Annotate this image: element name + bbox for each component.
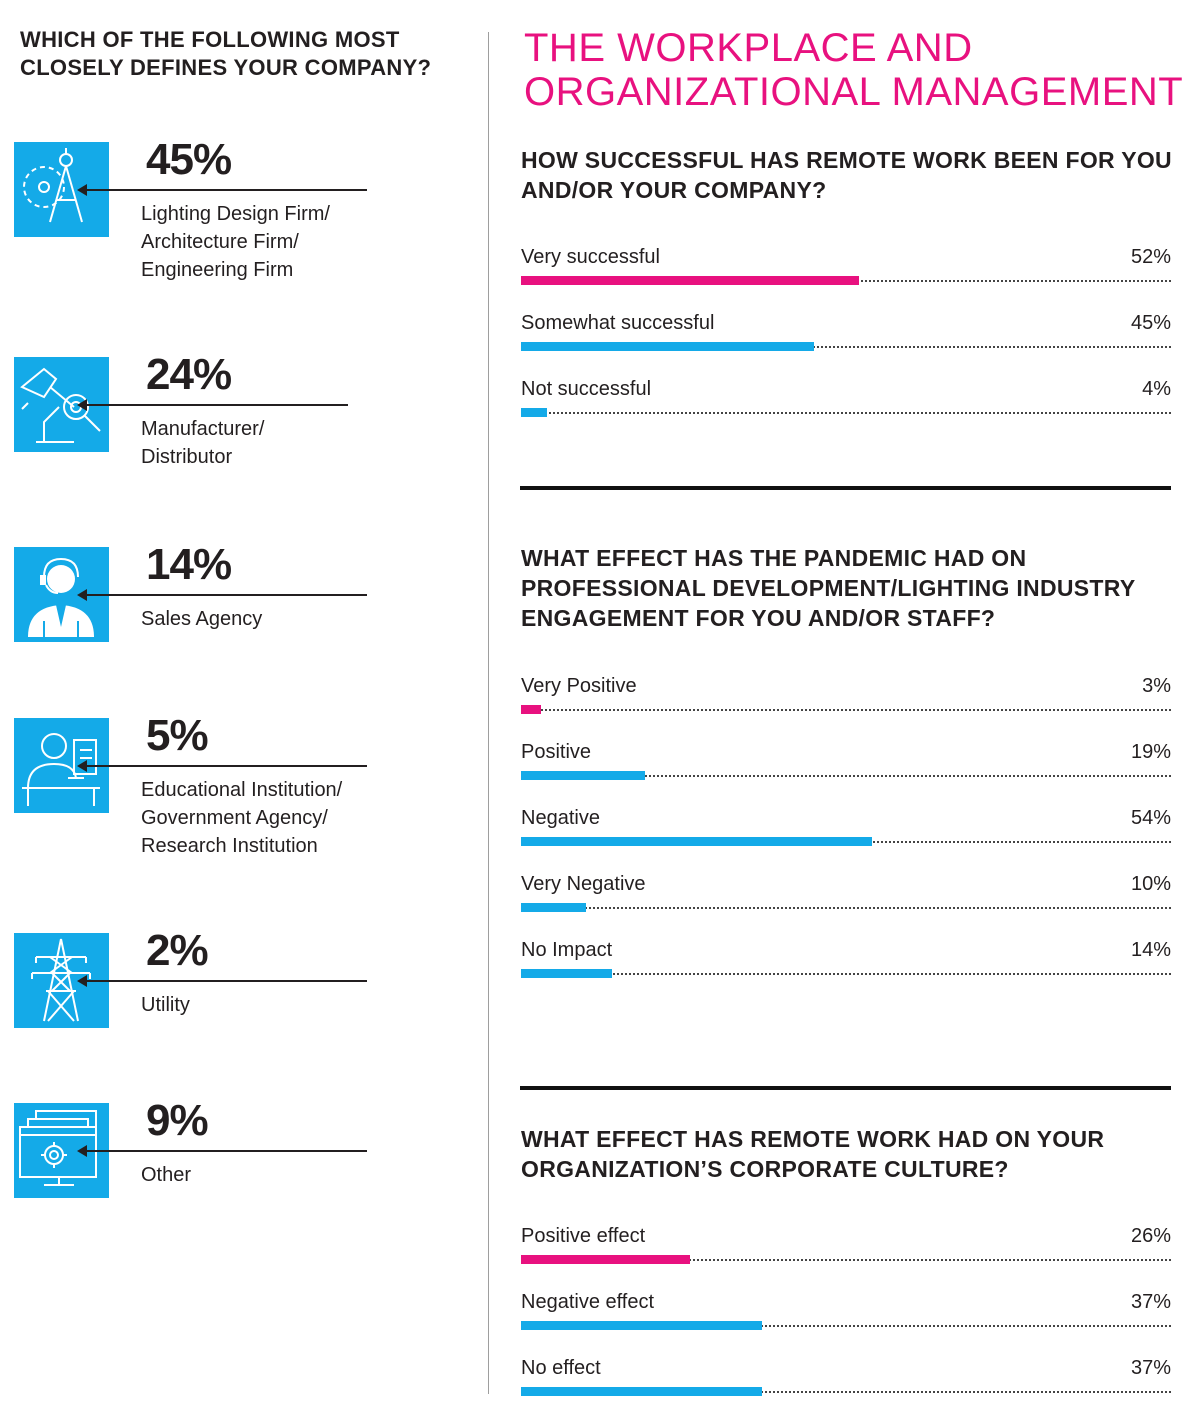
bar-value-label: 19% [1130, 741, 1171, 763]
bar-category-label: Very Negative [521, 873, 646, 895]
arrow-head-icon [77, 399, 87, 411]
bar-category-label: Not successful [521, 378, 652, 400]
column-divider [488, 32, 489, 1394]
leader-line [86, 594, 367, 596]
question-title: HOW SUCCESSFUL HAS REMOTE WORK BEEN FOR YOU AND/OR YOUR COMPANY? [521, 147, 1172, 203]
bar-row [521, 377, 1171, 427]
question-title: WHAT EFFECT HAS REMOTE WORK HAD ON YOUR ORGANIZATION’S CORPORATE CULTURE? [521, 1126, 1105, 1182]
bar-category-label: Negative [521, 807, 600, 829]
bar-row [521, 311, 1171, 361]
bar-row [521, 740, 1171, 790]
arrow-head-icon [77, 184, 87, 196]
bar [521, 408, 547, 417]
company-type-percent: 24% [146, 350, 232, 399]
bar-track [521, 973, 1171, 975]
bar-track [521, 412, 1171, 414]
bar-value-label: 10% [1130, 873, 1171, 895]
bar-value-label: 52% [1130, 246, 1171, 268]
left-section-title: WHICH OF THE FOLLOWING MOST CLOSELY DEFINES YOUR COMPANY? [20, 27, 432, 80]
bar-track [521, 907, 1171, 909]
bar-row [521, 1356, 1171, 1406]
company-type-label: Other [141, 1164, 192, 1186]
company-type-item [0, 350, 480, 557]
bar-value-label: 37% [1130, 1291, 1171, 1313]
bar-row [521, 872, 1171, 922]
bar [521, 1387, 762, 1396]
bar [521, 1255, 690, 1264]
company-type-label: Utility [141, 994, 190, 1016]
bar [521, 771, 645, 780]
company-type-percent: 2% [146, 926, 208, 975]
bar-category-label: Positive effect [521, 1225, 646, 1247]
company-type-percent: 45% [146, 135, 232, 184]
bar-row [521, 674, 1171, 724]
company-type-label: Manufacturer/ Distributor [141, 418, 265, 468]
bar-value-label: 14% [1130, 939, 1171, 961]
bar-category-label: Positive [521, 741, 592, 763]
bar-value-label: 3% [1142, 675, 1171, 697]
bar-category-label: Very successful [521, 246, 660, 268]
bar-value-label: 45% [1130, 312, 1171, 334]
bar-row [521, 1290, 1171, 1340]
bar-category-label: Very Positive [521, 675, 637, 697]
company-type-label: Lighting Design Firm/ Architecture Firm/ Engineering Firm [141, 203, 330, 281]
bar [521, 276, 859, 285]
bar-value-label: 54% [1130, 807, 1171, 829]
question-title: WHAT EFFECT HAS THE PANDEMIC HAD ON PROFESSIONAL DEVELOPMENT/LIGHTING INDUSTRY ENGAGEMENT FOR YOU AND/OR STAFF? [521, 545, 1136, 631]
bar-row [521, 1224, 1171, 1274]
company-type-item [0, 135, 480, 342]
section-separator [520, 1086, 1171, 1090]
company-type-label: Sales Agency [141, 608, 263, 630]
bar [521, 903, 586, 912]
bar-category-label: Somewhat successful [521, 312, 715, 334]
bar [521, 342, 814, 351]
bar-category-label: No Impact [521, 939, 613, 961]
bar-category-label: No effect [521, 1357, 601, 1379]
bar [521, 837, 872, 846]
bar-value-label: 37% [1130, 1357, 1171, 1379]
bar [521, 969, 612, 978]
bar [521, 705, 541, 714]
bar-category-label: Negative effect [521, 1291, 655, 1313]
arrow-head-icon [77, 760, 87, 772]
company-type-item [0, 1096, 480, 1303]
bar-row [521, 938, 1171, 988]
company-type-label: Educational Institution/ Government Agency/ Research Institution [141, 779, 343, 857]
company-type-item [0, 540, 480, 747]
arrow-head-icon [77, 1145, 87, 1157]
bar [521, 1321, 762, 1330]
company-type-percent: 5% [146, 711, 208, 760]
company-type-percent: 9% [146, 1096, 208, 1145]
leader-line [86, 765, 367, 767]
bar-track [521, 709, 1171, 711]
leader-line [86, 980, 367, 982]
leader-line [86, 1150, 367, 1152]
company-type-item [0, 711, 480, 918]
bar-row [521, 806, 1171, 856]
bar-value-label: 26% [1130, 1225, 1171, 1247]
section-separator [520, 486, 1171, 490]
arrow-head-icon [77, 589, 87, 601]
arrow-head-icon [77, 975, 87, 987]
leader-line [86, 404, 348, 406]
section-title: THE WORKPLACE AND ORGANIZATIONAL MANAGEMENT [524, 26, 1184, 114]
bar-value-label: 4% [1142, 378, 1171, 400]
bar-row [521, 245, 1171, 295]
leader-line [86, 189, 367, 191]
company-type-percent: 14% [146, 540, 232, 589]
